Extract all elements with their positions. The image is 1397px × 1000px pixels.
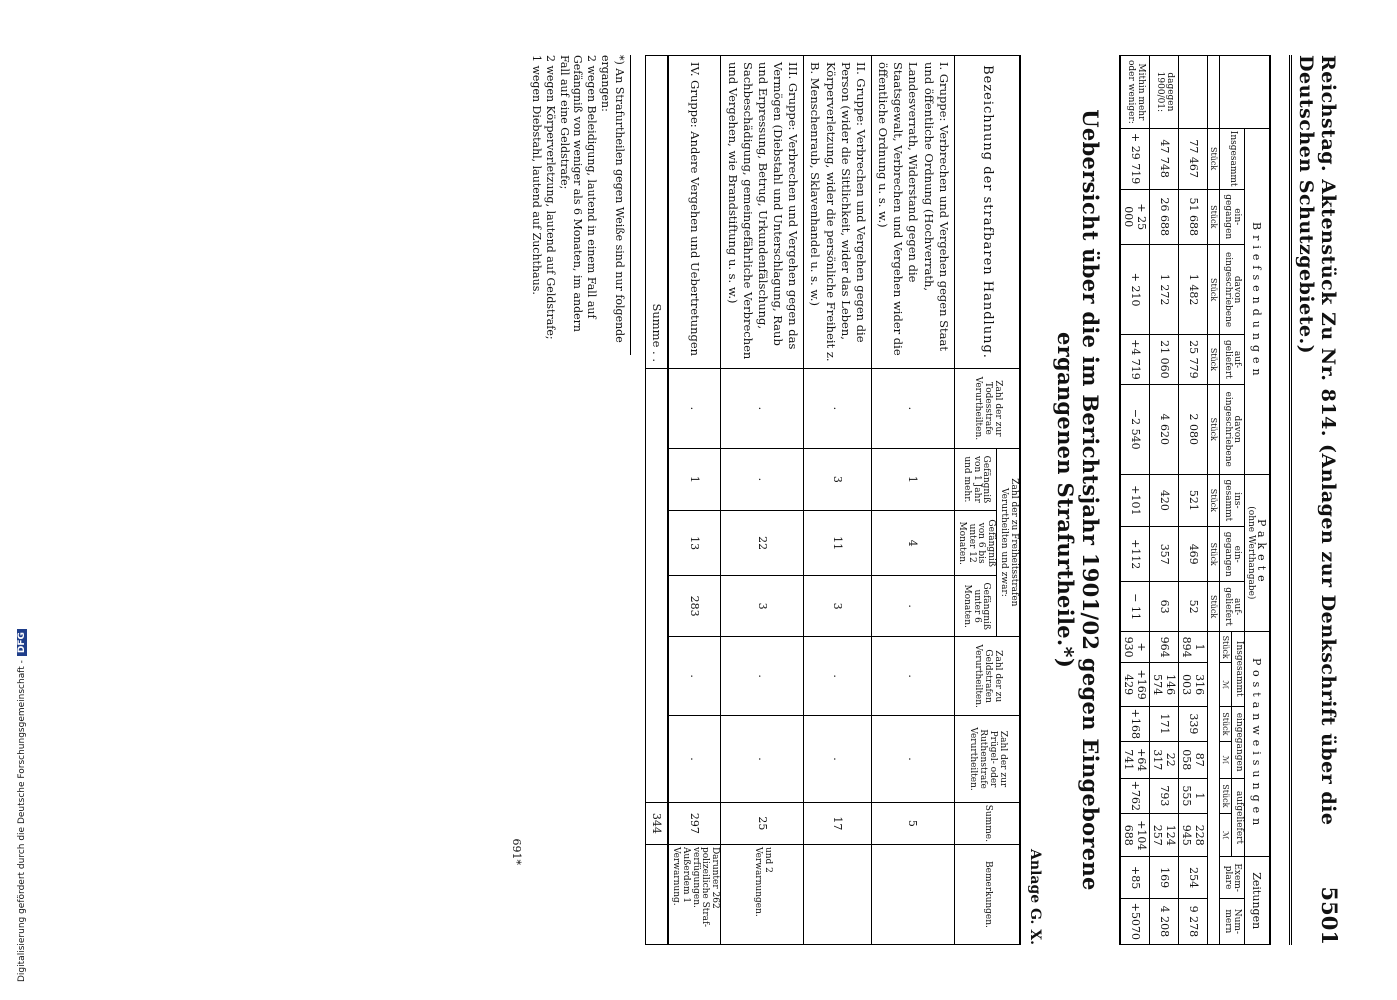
page-content — [511, 55, 1343, 945]
unit-cell: Stück — [1208, 384, 1220, 474]
cell: 4 — [871, 510, 954, 575]
cell: 283 — [668, 576, 721, 637]
col-pak-aufg: auf-geliefert — [1220, 582, 1244, 631]
col-gefaengnis-unter6: Gefängniß unter 6 Monaten. — [954, 576, 997, 637]
cell: 420 — [1150, 474, 1179, 526]
unit-cell: Stück — [1208, 189, 1220, 244]
cell: 13 — [668, 510, 721, 575]
cell: . — [721, 448, 804, 510]
cell: 25 — [721, 802, 804, 844]
remark: Darunter 262 polizeiliche Straf-verfügungen. Außerdem 1 Verwarnung. — [668, 844, 721, 944]
cell: 521 — [1179, 474, 1208, 526]
cell: 297 — [668, 802, 721, 844]
cell: 1 — [668, 448, 721, 510]
sum-spacer — [645, 369, 668, 803]
unit-cell: ℳ — [1220, 814, 1232, 857]
cell: . — [871, 636, 954, 715]
cell: +112 — [1120, 526, 1150, 581]
col-pa-insg: Insgesammt — [1232, 631, 1244, 706]
cell: +169 429 — [1120, 663, 1150, 706]
cell: 793 — [1150, 778, 1179, 814]
units-label — [1208, 56, 1220, 129]
table-row — [871, 56, 954, 945]
sum-row — [645, 56, 668, 945]
cell: . — [668, 369, 721, 449]
row-label-header — [1220, 56, 1270, 129]
cell: 22 317 — [1150, 741, 1179, 778]
footnote-lead: *) An Strafurtheilen gegen Weiße sind nur folgende ergangen: — [599, 55, 626, 343]
cell: −2 540 — [1120, 384, 1150, 474]
dfg-logo: DFG — [17, 629, 27, 656]
cell: 77 467 — [1179, 128, 1208, 189]
cell: 1 555 — [1179, 778, 1208, 814]
footnote-line: 2 wegen Körperverletzung, lautend auf Geldstrafe; — [544, 55, 557, 340]
cell: 316 003 — [1179, 663, 1208, 706]
pakete-sub: (ohne Werthangabe) — [1246, 506, 1256, 600]
digitization-text — [17, 629, 27, 982]
remark — [871, 844, 954, 944]
remark — [804, 844, 872, 944]
table-row — [1150, 56, 1179, 945]
cell: 25 779 — [1179, 335, 1208, 384]
col-summe: Summe. — [954, 802, 1020, 844]
cell: 124 257 — [1150, 814, 1179, 857]
col-gefaengnis-1jahr: Gefängniß von 1 Jahr und mehr. — [954, 448, 997, 510]
cell: +101 — [1120, 474, 1150, 526]
cell: 21 060 — [1150, 335, 1179, 384]
group-zeitungen: Zeitungen — [1244, 857, 1270, 945]
cell: 1 894 — [1179, 631, 1208, 663]
col-pa-eing: eingegangen — [1232, 706, 1244, 778]
unit-cell: Stück — [1220, 631, 1232, 663]
cell: +85 — [1120, 857, 1150, 898]
cell: . — [871, 576, 954, 637]
cell: 3 — [804, 448, 872, 510]
cell: 1 — [871, 448, 954, 510]
cell: 4 620 — [1150, 384, 1179, 474]
unit-cell: ℳ — [1220, 663, 1232, 706]
group-briefsendungen: Briefsendungen — [1244, 128, 1270, 474]
cell: 4 208 — [1150, 898, 1179, 944]
cell: +5070 — [1120, 898, 1150, 944]
cell: + 25 000 — [1120, 189, 1150, 244]
cell: − 11 — [1120, 582, 1150, 631]
cell: 3 — [804, 576, 872, 637]
col-eingeschr2: davon eingeschriebene — [1220, 384, 1244, 474]
page-header — [1289, 55, 1342, 945]
unit-cell: Stück — [1220, 778, 1232, 814]
col-exemplare: Exem-plare — [1220, 857, 1244, 898]
cell: . — [721, 716, 804, 802]
col-pruegelstrafe: Zahl der zur Prügel- oder Ruthenstrafe Verurtheilten. — [954, 716, 1020, 802]
cell: + 210 — [1120, 245, 1150, 335]
unit-cell: Stück — [1208, 128, 1220, 189]
sum-value: 344 — [645, 802, 668, 844]
cell: 339 — [1179, 706, 1208, 741]
unit-cell: Stück — [1208, 335, 1220, 384]
header-title: Reichstag. Aktenstück Zu Nr. 814. (Anlagen zur Denkschrift über die Deutschen Schutzgebiete.) — [1295, 55, 1339, 826]
cell: + 29 719 — [1120, 128, 1150, 189]
anlage-label: Anlage G. X. — [1027, 849, 1044, 945]
unit-cell: Stück — [1208, 245, 1220, 335]
col-freiheitsstrafen: Zahl der zu Freiheitsstrafen Verurtheilten und zwar: — [997, 448, 1020, 636]
col-gefaengnis-6-12: Gefängniß von 6 bis unter 12 Monaten. — [954, 510, 997, 575]
col-pa-aufg: aufgeliefert — [1232, 778, 1244, 857]
col-insgesammt: Insgesammt — [1220, 128, 1244, 189]
cell: 228 945 — [1179, 814, 1208, 857]
cell: 1 482 — [1179, 245, 1208, 335]
col-nummern: Num-mern — [1220, 898, 1244, 944]
cell: 51 688 — [1179, 189, 1208, 244]
cell: +104 688 — [1120, 814, 1150, 857]
page-number: 691* — [510, 838, 524, 865]
col-todesstrafe: Zahl der zur Todesstrafe Verurtheilten. — [954, 369, 1020, 449]
cell: 1 272 — [1150, 245, 1179, 335]
cell: . — [721, 636, 804, 715]
cell: 171 — [1150, 706, 1179, 741]
cell: . — [668, 716, 721, 802]
header-page-number: 5501 — [1317, 886, 1342, 945]
cell: 5 — [871, 802, 954, 844]
sum-label: Summe . . — [645, 56, 668, 369]
col-geldstrafen: Zahl der zu Geldstrafen Verurtheilten. — [954, 636, 1020, 715]
cell: 357 — [1150, 526, 1179, 581]
cell: 52 — [1179, 582, 1208, 631]
overview-title: Uebersicht über die im Berichtsjahr 1901/02 gegen Eingeborene ergangenen Strafurtheile.*) — [1053, 109, 1104, 891]
cell: 2 080 — [1179, 384, 1208, 474]
col-eingegangen: ein-gegangen — [1220, 189, 1244, 244]
table-row — [1179, 56, 1208, 945]
cell: +168 — [1120, 706, 1150, 741]
postal-table — [1119, 55, 1271, 945]
cell: 26 688 — [1150, 189, 1179, 244]
table-row — [804, 56, 872, 945]
units-spacer — [1208, 631, 1220, 944]
offense-desc: IV. Gruppe: Andere Vergehen und Uebertretungen — [668, 56, 721, 369]
cell: 47 748 — [1150, 128, 1179, 189]
unit-cell: Stück — [1220, 706, 1232, 741]
digitization-credit — [5, 2, 27, 992]
sentences-table — [645, 55, 1021, 945]
col-aufgeliefert: auf-geliefert — [1220, 335, 1244, 384]
cell: . — [668, 636, 721, 715]
cell: +4 719 — [1120, 335, 1150, 384]
offense-desc: I. Gruppe: Verbrechen und Vergehen gegen Staat und öffentliche Ordnung (Hochverrath, Landesverrath, Widerstand gegen die Staatsgewalt, Verbrechen und Vergehen wider die öffentliche Ordnung u. s. w.) — [871, 56, 954, 369]
units-row — [1208, 56, 1220, 945]
col-bemerkungen: Bemerkungen. — [954, 844, 1020, 944]
footnote — [530, 55, 631, 355]
sum-remark — [645, 844, 668, 944]
cell: 22 — [721, 510, 804, 575]
col-bezeichnung: Bezeichnung der strafbaren Handlung. — [954, 56, 1020, 369]
cell: . — [804, 369, 872, 449]
digitization-label: Digitalisierung gefördert durch die Deutsche Forschungsgemeinschaft - — [17, 660, 27, 982]
row-label: dagegen 1900/01: — [1150, 56, 1179, 129]
group-pakete — [1244, 474, 1270, 631]
cell: . — [871, 369, 954, 449]
offense-desc: III. Gruppe: Verbrechen und Vergehen gegen das Vermögen (Diebstahl und Unterschlagung, Raub und Erpressung, Betrug, Urkundenfälschung, Sachbeschädigung, gemeingefährliche Verbrechen und Vergehen, wie Brandstiftung u. s. w.) — [721, 56, 804, 369]
table-row — [1120, 56, 1150, 945]
cell: 63 — [1150, 582, 1179, 631]
footnote-line: 1 wegen Diebstahl, lautend auf Zuchthaus. — [530, 55, 544, 295]
cell: 17 — [804, 802, 872, 844]
table-row — [668, 56, 721, 945]
col-pak-eing: ein-gegangen — [1220, 526, 1244, 581]
footnote-line: 2 wegen Beleidigung, lautend in einem Fall auf Gefängniß von weniger als 6 Monaten, im andern Fall auf eine Geldstrafe; — [557, 55, 599, 332]
col-eingeschr1: davon eingeschriebene — [1220, 245, 1244, 335]
cell: . — [721, 369, 804, 449]
cell: 146 574 — [1150, 663, 1179, 706]
row-label: Mithin mehr oder weniger: — [1120, 56, 1150, 129]
cell: 469 — [1179, 526, 1208, 581]
cell: 87 058 — [1179, 741, 1208, 778]
col-pak-insg: ins-gesammt — [1220, 474, 1244, 526]
cell: . — [871, 716, 954, 802]
cell: 9 278 — [1179, 898, 1208, 944]
cell: 964 — [1150, 631, 1179, 663]
table-row — [721, 56, 804, 945]
remark: und 2 Verwarnungen. — [721, 844, 804, 944]
group-postanweisungen: Postanweisungen — [1244, 631, 1270, 857]
cell: +762 — [1120, 778, 1150, 814]
cell: + 930 — [1120, 631, 1150, 663]
cell: . — [804, 636, 872, 715]
unit-cell: Stück — [1208, 474, 1220, 526]
unit-cell: ℳ — [1220, 741, 1232, 778]
offense-desc: II. Gruppe: Verbrechen und Vergehen gegen die Person (wider die Sittlichkeit, wider das Leben, Körperverletzung, wider die persönliche Freiheit z. B. Menschenraub, Sklavenhandel u. s. w.) — [804, 56, 872, 369]
row-label — [1179, 56, 1208, 129]
unit-cell: Stück — [1208, 582, 1220, 631]
pakete-label: Pakete — [1255, 519, 1268, 587]
cell: . — [804, 716, 872, 802]
cell: 169 — [1150, 857, 1179, 898]
cell: 11 — [804, 510, 872, 575]
cell: 3 — [721, 576, 804, 637]
unit-cell: Stück — [1208, 526, 1220, 581]
cell: 254 — [1179, 857, 1208, 898]
cell: +64 741 — [1120, 741, 1150, 778]
